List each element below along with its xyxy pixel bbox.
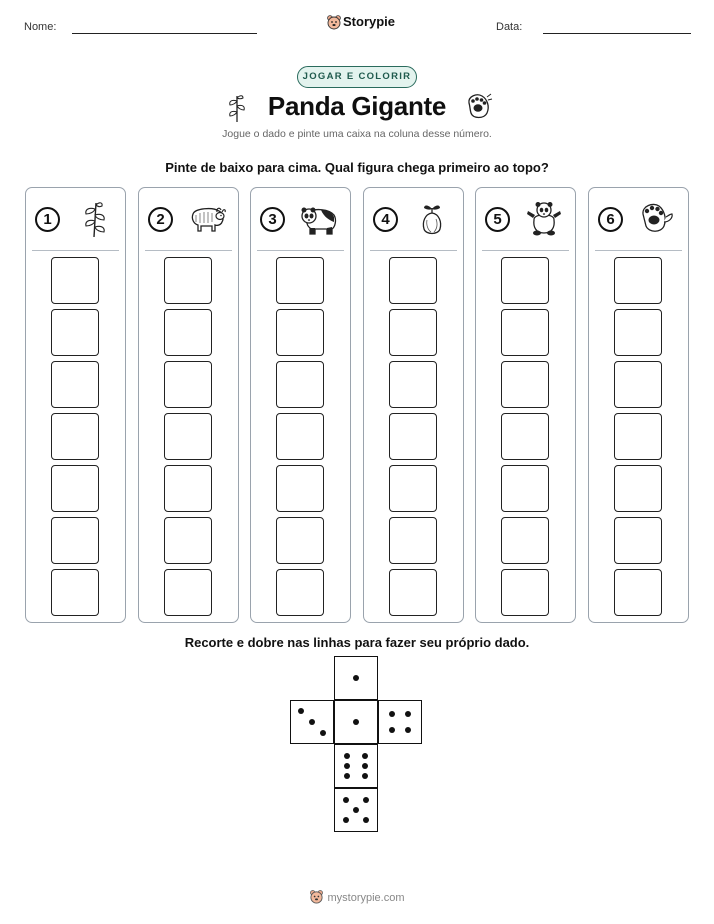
column-divider (32, 250, 119, 251)
die-pip (343, 797, 349, 803)
die-pip (362, 773, 368, 779)
die-pip (389, 711, 395, 717)
date-line (543, 33, 691, 34)
storypie-bear-icon (309, 889, 324, 904)
die-pip (363, 817, 369, 823)
color-box[interactable] (276, 257, 324, 304)
die-pip (405, 727, 411, 733)
color-box[interactable] (51, 413, 99, 460)
die-face-5 (334, 788, 378, 832)
color-box[interactable] (164, 465, 212, 512)
color-box[interactable] (276, 309, 324, 356)
column-divider (145, 250, 232, 251)
page-title: Panda Gigante (267, 91, 447, 121)
die-net (290, 656, 424, 834)
date-label: Data: (496, 21, 523, 33)
panda-paw-icon (465, 91, 493, 121)
color-box[interactable] (164, 257, 212, 304)
panda-paw-icon (637, 200, 677, 238)
color-box[interactable] (276, 413, 324, 460)
race-column-5 (475, 187, 576, 623)
column-number: 2 (148, 207, 173, 232)
color-box[interactable] (501, 569, 549, 616)
color-box[interactable] (389, 257, 437, 304)
die-pip (344, 763, 350, 769)
color-box[interactable] (389, 517, 437, 564)
page-subtitle: Jogue o dado e pinte uma caixa na coluna desse número. (222, 128, 492, 140)
die-pip (362, 753, 368, 759)
race-column-1 (25, 187, 126, 623)
color-box[interactable] (501, 517, 549, 564)
name-label: Nome: (24, 21, 57, 33)
color-box[interactable] (614, 413, 662, 460)
column-number: 4 (373, 207, 398, 232)
race-column-3 (250, 187, 351, 623)
column-number: 6 (598, 207, 623, 232)
color-box[interactable] (389, 309, 437, 356)
race-column-4 (363, 187, 464, 623)
color-box[interactable] (501, 413, 549, 460)
die-pip (363, 797, 369, 803)
panda-walking-icon (299, 200, 339, 238)
die-pip (343, 817, 349, 823)
die-face-1-center (334, 700, 378, 744)
color-box[interactable] (501, 361, 549, 408)
takin-icon (187, 200, 227, 238)
panda-sitting-icon (524, 200, 564, 238)
color-box[interactable] (51, 517, 99, 564)
color-box[interactable] (276, 465, 324, 512)
die-pip (344, 773, 350, 779)
column-divider (482, 250, 569, 251)
die-instruction: Recorte e dobre nas linhas para fazer seu próprio dado. (184, 635, 530, 650)
brand-logo (326, 13, 396, 31)
brand-name: Storypie (343, 14, 396, 29)
footer (0, 889, 714, 904)
color-box[interactable] (276, 517, 324, 564)
color-box[interactable] (389, 413, 437, 460)
die-pip (344, 753, 350, 759)
die-pip (362, 763, 368, 769)
color-box[interactable] (276, 361, 324, 408)
die-pip (353, 675, 359, 681)
column-divider (370, 250, 457, 251)
die-face-1 (334, 656, 378, 700)
color-box[interactable] (51, 465, 99, 512)
die-pip (353, 719, 359, 725)
color-box[interactable] (389, 569, 437, 616)
color-box[interactable] (164, 361, 212, 408)
color-box[interactable] (51, 569, 99, 616)
color-box[interactable] (501, 309, 549, 356)
column-number: 1 (35, 207, 60, 232)
die-pip (405, 711, 411, 717)
color-box[interactable] (501, 465, 549, 512)
name-line (72, 33, 257, 34)
color-box[interactable] (164, 517, 212, 564)
color-box[interactable] (614, 361, 662, 408)
column-divider (595, 250, 682, 251)
die-pip (389, 727, 395, 733)
color-box[interactable] (51, 257, 99, 304)
die-pip (298, 708, 304, 714)
race-instruction: Pinte de baixo para cima. Qual figura chega primeiro ao topo? (165, 160, 549, 175)
color-box[interactable] (614, 465, 662, 512)
color-box[interactable] (276, 569, 324, 616)
color-box[interactable] (51, 361, 99, 408)
color-box[interactable] (164, 569, 212, 616)
die-pip (309, 719, 315, 725)
die-face-6 (334, 744, 378, 788)
color-box[interactable] (501, 257, 549, 304)
bamboo-sprig-icon (74, 200, 114, 238)
color-box[interactable] (51, 309, 99, 356)
color-box[interactable] (614, 517, 662, 564)
color-box[interactable] (614, 257, 662, 304)
footer-url[interactable]: mystorypie.com (327, 892, 405, 904)
die-face-4 (378, 700, 422, 744)
column-divider (257, 250, 344, 251)
activity-badge: JOGAR E COLORIR (297, 66, 417, 88)
die-pip (353, 807, 359, 813)
color-box[interactable] (614, 309, 662, 356)
color-box[interactable] (389, 465, 437, 512)
column-number: 3 (260, 207, 285, 232)
seed-sprout-icon (412, 200, 452, 238)
color-box[interactable] (614, 569, 662, 616)
die-face-3 (290, 700, 334, 744)
color-box[interactable] (389, 361, 437, 408)
color-box[interactable] (164, 309, 212, 356)
race-column-6 (588, 187, 689, 623)
column-number: 5 (485, 207, 510, 232)
die-pip (320, 730, 326, 736)
color-box[interactable] (164, 413, 212, 460)
race-column-2 (138, 187, 239, 623)
storypie-bear-icon (326, 14, 342, 30)
